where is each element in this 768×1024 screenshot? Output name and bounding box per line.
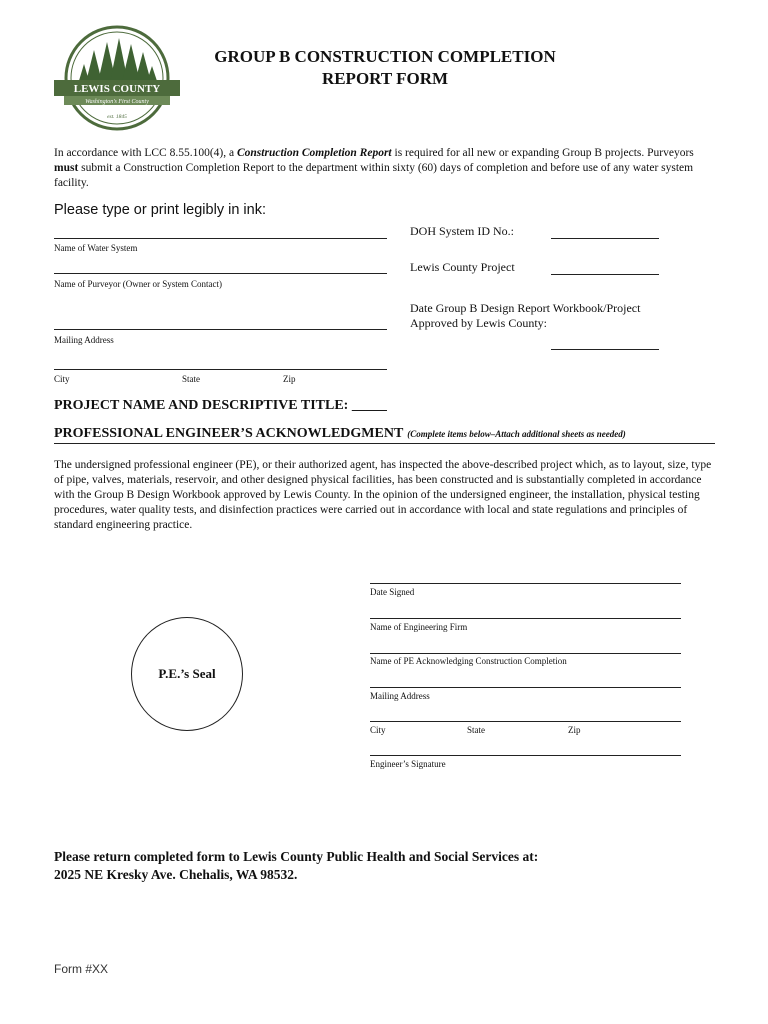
pe-name-label: Name of PE Acknowledging Construction Completion xyxy=(370,656,567,666)
intro-emphasis-must: must xyxy=(54,162,79,174)
pe-seal-label: P.E.’s Seal xyxy=(158,666,216,681)
project-title-label: PROJECT NAME AND DESCRIPTIVE TITLE: xyxy=(54,398,349,413)
return-line1: Please return completed form to Lewis County Public Health and Social Services at: xyxy=(54,849,539,864)
doh-id-label: DOH System ID No.: xyxy=(410,224,514,238)
pe-body: The undersigned professional engineer (PE), or their authorized agent, has inspected the above-described project which, as to layout, size, type of pipe, valves, materials, reservoir, and other designed physical facilities, has been constructed and is substantially completed in accordance with the Group B Design Workbook approved by Lewis County. In the opinion of the undersigned engineer, the installation, physical testing procedures, water quality tests, and disinfection practices were carried out in accordance with local and state regulations and principles of standard engineering practice. xyxy=(54,459,712,531)
pe-city-state-zip-field[interactable] xyxy=(370,721,681,722)
mailing-address-field[interactable] xyxy=(54,329,387,330)
lewis-county-logo xyxy=(52,24,182,132)
intro-paragraph xyxy=(54,146,720,191)
logo-tagline: Washington's First County xyxy=(85,99,149,105)
date-approved-label xyxy=(410,301,700,331)
return-address: 2025 NE Kresky Ave. Chehalis, WA 98532. xyxy=(54,867,298,882)
logo-est: est. 1845 xyxy=(107,114,127,120)
zip-label: Zip xyxy=(283,374,296,384)
instruction: Please type or print legibly in ink: xyxy=(54,202,266,218)
county-project-label: Lewis County Project xyxy=(410,260,515,274)
mailing-address-label: Mailing Address xyxy=(54,335,114,345)
intro-emphasis-report: Construction Completion Report xyxy=(236,147,392,159)
pe-name-field[interactable] xyxy=(370,653,681,654)
date-approved-field[interactable] xyxy=(551,349,659,350)
pe-state-label: State xyxy=(467,725,485,735)
intro-text-2: is required for all new or expanding Group B projects. Purveyors xyxy=(391,147,694,159)
project-title-heading xyxy=(54,398,387,414)
pe-zip-label: Zip xyxy=(568,725,581,735)
city-label: City xyxy=(54,374,70,384)
form-title-line1: GROUP B CONSTRUCTION COMPLETION xyxy=(214,47,556,66)
engineering-firm-field[interactable] xyxy=(370,618,681,619)
date-approved-label-line2: Approved by Lewis County: xyxy=(410,316,547,330)
date-signed-field[interactable] xyxy=(370,583,681,584)
pe-heading-note: (Complete items below–Attach additional sheets as needed) xyxy=(407,429,626,439)
county-project-field[interactable] xyxy=(551,274,659,275)
date-signed-label: Date Signed xyxy=(370,587,415,597)
pe-heading xyxy=(54,426,626,442)
water-system-label: Name of Water System xyxy=(54,243,138,253)
return-instructions xyxy=(54,848,538,884)
form-number: Form #XX xyxy=(54,962,109,976)
water-system-field[interactable] xyxy=(54,238,387,239)
engineering-firm-label: Name of Engineering Firm xyxy=(370,622,468,632)
pe-mailing-label: Mailing Address xyxy=(370,691,430,701)
project-title-blank[interactable]: _____ xyxy=(351,398,387,413)
pe-seal-circle xyxy=(131,617,243,731)
intro-text-3: submit a Construction Completion Report to the department within sixty (60) days of completion and before use of any water system facility. xyxy=(54,162,694,189)
purveyor-label: Name of Purveyor (Owner or System Contact) xyxy=(54,279,222,289)
pe-mailing-field[interactable] xyxy=(370,687,681,688)
purveyor-field[interactable] xyxy=(54,273,387,274)
signature-label: Engineer’s Signature xyxy=(370,759,446,769)
intro-text-1: In accordance with LCC 8.55.100(4), a xyxy=(54,147,237,159)
pe-city-label: City xyxy=(370,725,386,735)
state-label: State xyxy=(182,374,200,384)
signature-field[interactable] xyxy=(370,755,681,756)
city-state-zip-field[interactable] xyxy=(54,369,387,370)
pe-heading-rule xyxy=(54,443,715,444)
form-title-line2: REPORT FORM xyxy=(321,69,449,88)
date-approved-label-line1: Date Group B Design Report Workbook/Project xyxy=(410,301,641,315)
form-title xyxy=(190,46,580,90)
logo-name: LEWIS COUNTY xyxy=(73,83,161,95)
pe-heading-text: PROFESSIONAL ENGINEER’S ACKNOWLEDGMENT xyxy=(54,426,404,441)
doh-id-field[interactable] xyxy=(551,238,659,239)
